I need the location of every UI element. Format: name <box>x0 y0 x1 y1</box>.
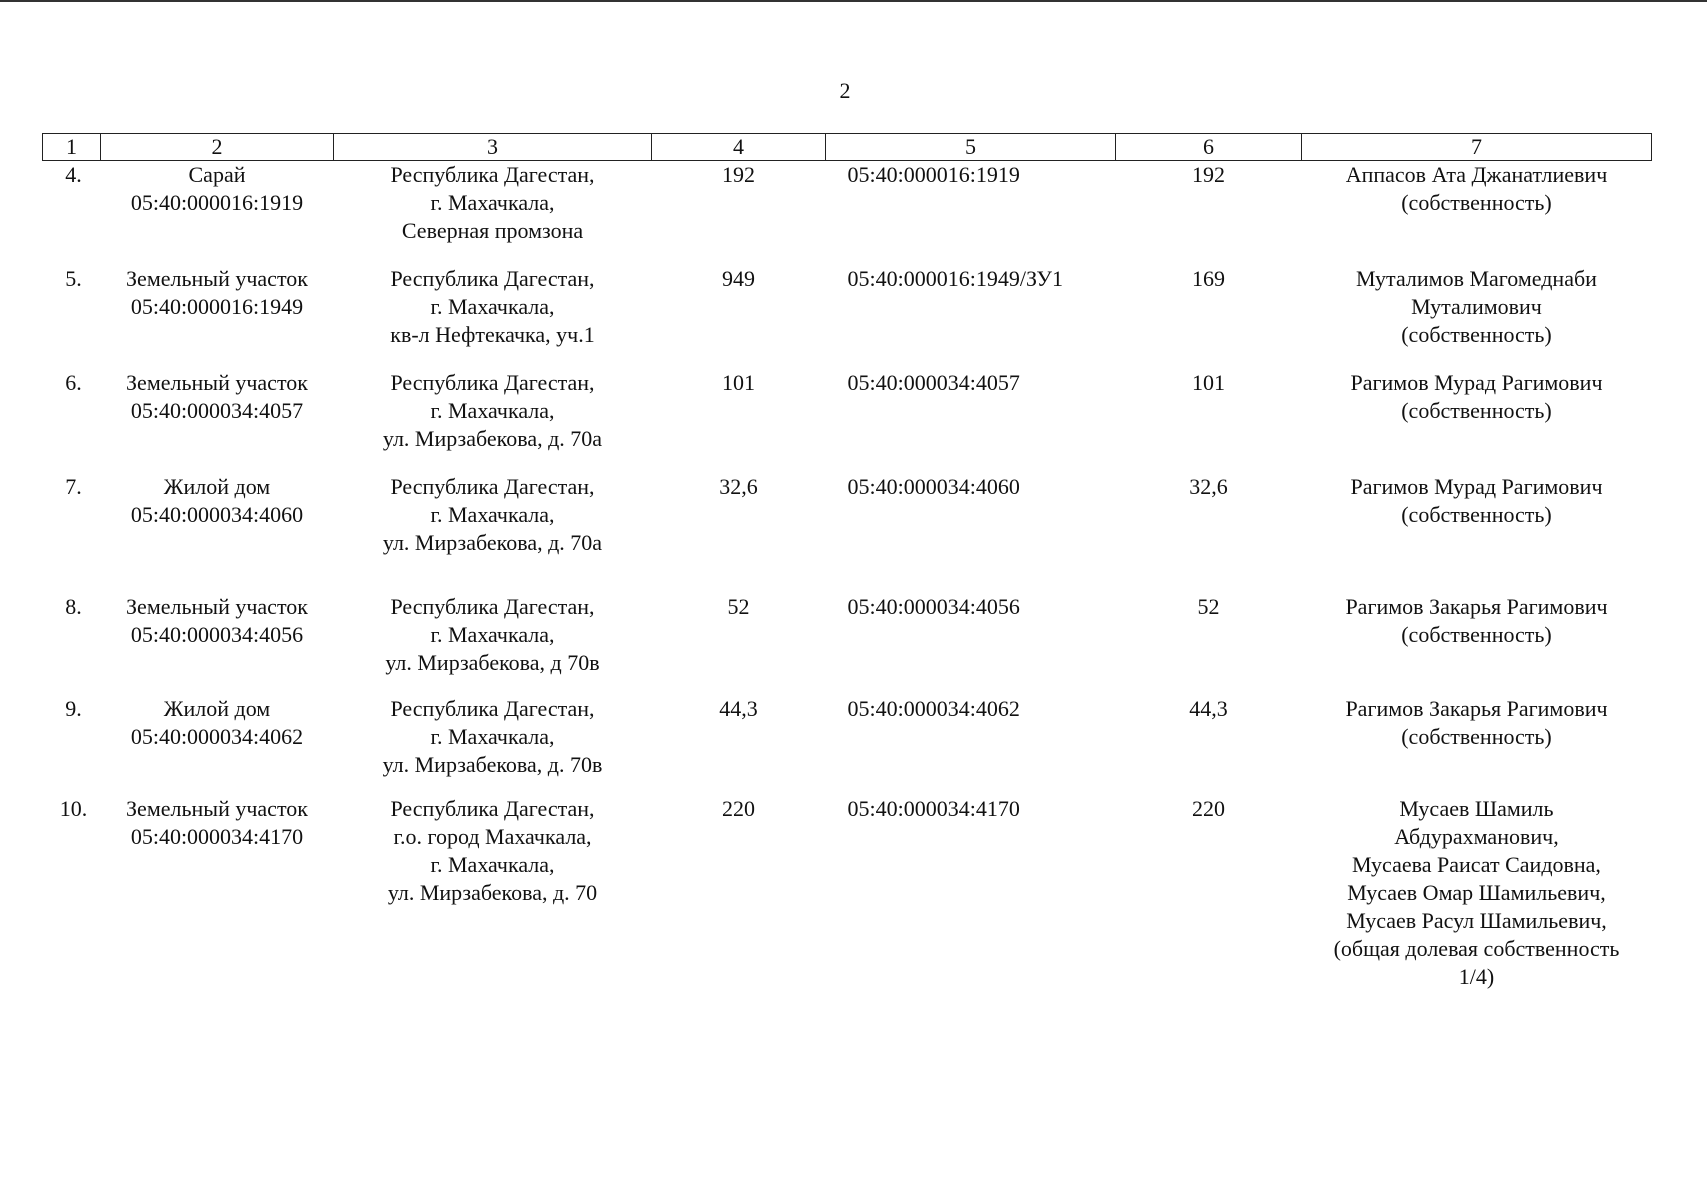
cell-area: 101 <box>722 369 755 395</box>
header-col-3: 3 <box>334 134 652 161</box>
cell-address-line: ул. Мирзабекова, д 70в <box>385 649 600 675</box>
cell-area-affected: 44,3 <box>1189 695 1228 721</box>
cell-owner <box>1302 161 1652 265</box>
cell-object-line: 05:40:000034:4170 <box>130 823 304 849</box>
cell-cadastral: 05:40:000016:1919 <box>847 162 1020 187</box>
cell-owner-line: Мусаев Шамиль <box>1399 795 1554 821</box>
cell-area: 44,3 <box>719 695 758 721</box>
cell-object-line: Жилой дом <box>163 695 271 721</box>
cell-object-line: 05:40:000034:4057 <box>130 397 304 423</box>
cell-object-line: Земельный участок <box>126 795 308 821</box>
cell-owner-line: (собственность) <box>1401 723 1552 749</box>
cell-owner-line: (собственность) <box>1401 501 1552 527</box>
cell-owner-line: (собственность) <box>1401 621 1552 647</box>
cell-address-line: г. Махачкала, <box>430 501 555 527</box>
cell-number: 9. <box>65 695 82 721</box>
header-col-2: 2 <box>101 134 334 161</box>
cell-area: 192 <box>722 162 755 187</box>
cell-owner-line: Мусаев Расул Шамильевич, <box>1346 907 1607 933</box>
cell-object <box>101 161 334 265</box>
cell-owner-line: (общая долевая собственность <box>1333 935 1620 961</box>
cell-owner-line: Муталимович <box>1411 293 1542 319</box>
header-col-6: 6 <box>1116 134 1302 161</box>
cell-object-line: Земельный участок <box>126 265 308 291</box>
cell-address-line: Республика Дагестан, <box>390 473 595 499</box>
header-col-4: 4 <box>652 134 826 161</box>
cell-address <box>334 795 652 991</box>
cell-object-line: 05:40:000034:4056 <box>130 621 304 647</box>
cell-area-affected: 101 <box>1192 369 1225 395</box>
table-row <box>43 161 1652 265</box>
cell-object-line: 05:40:000016:1919 <box>130 190 304 215</box>
cell-object-line: Земельный участок <box>126 369 308 395</box>
cell-owner-line: 1/4) <box>1458 963 1495 989</box>
cell-address <box>334 593 652 695</box>
cell-owner-line: Муталимов Магомеднаби <box>1356 265 1597 291</box>
cell-cadastral: 05:40:000016:1949/ЗУ1 <box>847 265 1063 291</box>
cell-address-line: г. Махачкала, <box>430 190 555 215</box>
cell-cadastral: 05:40:000034:4062 <box>847 695 1020 721</box>
cell-address-line: г. Махачкала, <box>430 397 555 423</box>
cell-address <box>334 473 652 593</box>
cell-object <box>101 695 334 795</box>
cell-object <box>101 369 334 473</box>
cell-owner-line: (собственность) <box>1401 190 1552 215</box>
cell-area-affected: 32,6 <box>1189 473 1228 499</box>
cell-object-line: 05:40:000016:1949 <box>130 293 304 319</box>
cell-address-line: Республика Дагестан, <box>390 162 595 187</box>
cell-address-line: ул. Мирзабекова, д. 70а <box>382 529 603 555</box>
cell-owner <box>1302 593 1652 695</box>
cell-address <box>334 161 652 265</box>
cell-owner-line: Мусаев Омар Шамильевич, <box>1347 879 1606 905</box>
cell-address-line: кв-л Нефтекачка, уч.1 <box>390 321 595 347</box>
header-col-1: 1 <box>43 134 101 161</box>
cell-object <box>101 795 334 991</box>
cell-address-line: Республика Дагестан, <box>390 369 595 395</box>
cell-cadastral: 05:40:000034:4060 <box>847 473 1020 499</box>
cell-owner-line: Мусаева Раисат Саидовна, <box>1352 851 1601 877</box>
cell-area-affected: 192 <box>1192 162 1225 187</box>
cell-address-line: г. Махачкала, <box>430 723 555 749</box>
cell-cadastral: 05:40:000034:4057 <box>847 369 1020 395</box>
cell-cadastral: 05:40:000034:4056 <box>847 593 1020 619</box>
page-number: 2 <box>839 78 851 103</box>
cell-cadastral: 05:40:000034:4170 <box>847 795 1020 821</box>
cell-address-line: Северная промзона <box>401 218 584 243</box>
property-table <box>42 133 1652 991</box>
table-row <box>43 265 1652 369</box>
cell-owner-line: Рагимов Закарья Рагимович <box>1345 695 1608 721</box>
cell-address-line: Республика Дагестан, <box>390 593 595 619</box>
cell-area: 220 <box>722 795 755 821</box>
cell-owner-line: Рагимов Мурад Рагимович <box>1350 473 1603 499</box>
cell-object <box>101 473 334 593</box>
cell-number: 7. <box>65 473 82 499</box>
cell-area-affected: 220 <box>1192 795 1225 821</box>
cell-address <box>334 695 652 795</box>
cell-object <box>101 265 334 369</box>
cell-address-line: Республика Дагестан, <box>390 795 595 821</box>
table-row <box>43 473 1652 593</box>
table-row <box>43 695 1652 795</box>
cell-object-line: Земельный участок <box>126 593 308 619</box>
cell-address <box>334 265 652 369</box>
cell-area-affected: 169 <box>1192 265 1225 291</box>
cell-owner-line: (собственность) <box>1401 397 1552 423</box>
cell-number: 10. <box>59 795 88 821</box>
header-col-5: 5 <box>826 134 1116 161</box>
top-rule <box>0 0 1707 2</box>
cell-area: 949 <box>722 265 755 291</box>
cell-address-line: ул. Мирзабекова, д. 70а <box>382 425 603 451</box>
cell-owner-line: Рагимов Мурад Рагимович <box>1350 369 1603 395</box>
cell-object-line: 05:40:000034:4060 <box>130 501 304 527</box>
cell-owner-line: Рагимов Закарья Рагимович <box>1345 593 1608 619</box>
cell-address <box>334 369 652 473</box>
cell-number: 5. <box>65 265 82 291</box>
cell-address-line: Республика Дагестан, <box>390 265 595 291</box>
header-row <box>43 134 1652 161</box>
cell-owner-line: Аппасов Ата Джанатлиевич <box>1345 162 1608 187</box>
cell-number: 8. <box>65 593 82 619</box>
cell-owner <box>1302 695 1652 795</box>
cell-object <box>101 593 334 695</box>
cell-address-line: ул. Мирзабекова, д. 70в <box>382 751 603 777</box>
cell-address-line: г. Махачкала, <box>430 851 555 877</box>
cell-object-line: Сарай <box>188 162 246 187</box>
cell-address-line: Республика Дагестан, <box>390 695 595 721</box>
cell-address-line: ул. Мирзабекова, д. 70 <box>387 879 598 905</box>
cell-owner-line: Абдурахманович, <box>1394 823 1559 849</box>
table-body <box>43 161 1652 991</box>
header-col-7: 7 <box>1302 134 1652 161</box>
table-header <box>43 134 1652 161</box>
cell-area: 32,6 <box>719 473 758 499</box>
cell-object-line: 05:40:000034:4062 <box>130 723 304 749</box>
cell-number: 6. <box>65 369 82 395</box>
cell-area: 52 <box>727 593 750 619</box>
cell-owner <box>1302 369 1652 473</box>
cell-owner <box>1302 795 1652 991</box>
cell-owner-line: (собственность) <box>1401 321 1552 347</box>
table-row <box>43 593 1652 695</box>
cell-address-line: г.о. город Махачкала, <box>393 823 592 849</box>
cell-object-line: Жилой дом <box>163 473 271 499</box>
table-row <box>43 795 1652 991</box>
table-row <box>43 369 1652 473</box>
cell-owner <box>1302 265 1652 369</box>
cell-area-affected: 52 <box>1197 593 1220 619</box>
cell-number: 4. <box>65 162 82 187</box>
cell-owner <box>1302 473 1652 593</box>
cell-address-line: г. Махачкала, <box>430 293 555 319</box>
cell-address-line: г. Махачкала, <box>430 621 555 647</box>
